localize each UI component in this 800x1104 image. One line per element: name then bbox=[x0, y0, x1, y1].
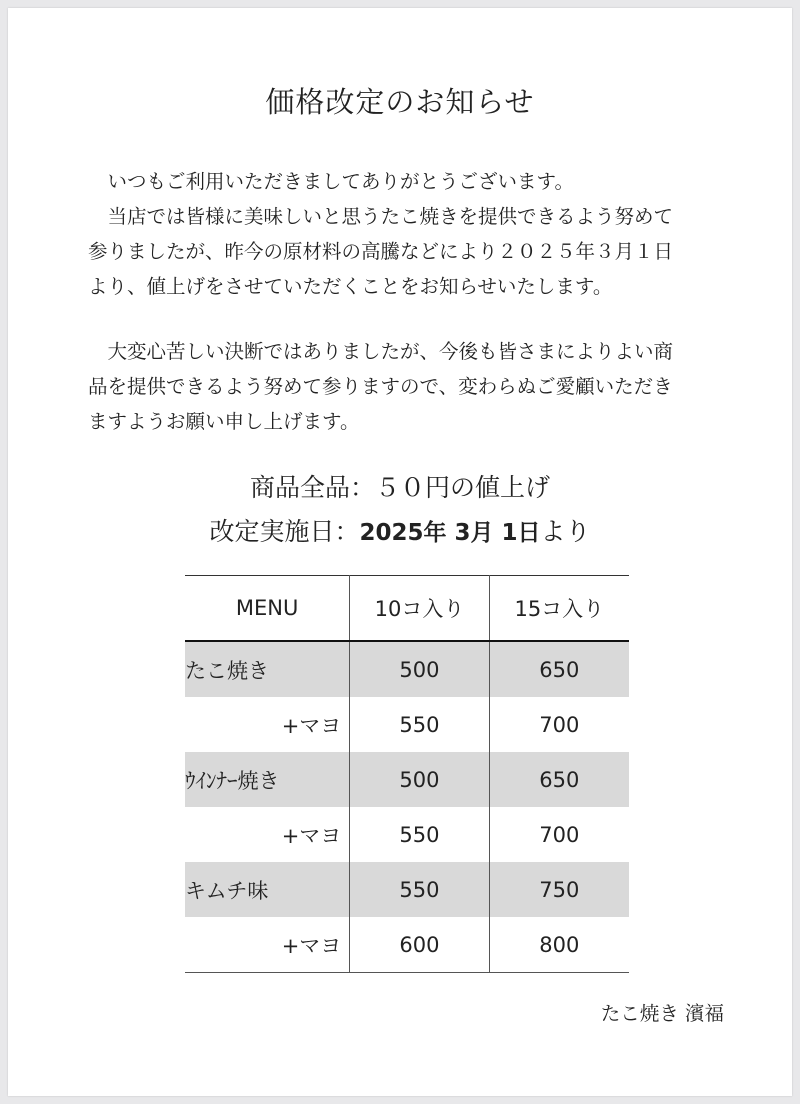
header-10-pieces: 10コ入り bbox=[350, 576, 489, 642]
header-menu: MENU bbox=[185, 576, 350, 642]
price-10: 600 bbox=[350, 917, 489, 973]
table-header-row bbox=[185, 576, 629, 642]
table-row bbox=[185, 862, 629, 917]
paragraph-line: 参りましたが、昨今の原材料の高騰などにより２０２５年３月１日 bbox=[88, 240, 674, 263]
document-page bbox=[8, 8, 792, 1096]
effective-date-value: 2025年 3月 1日 bbox=[359, 520, 541, 546]
menu-item-name: +マヨ bbox=[185, 697, 350, 752]
effective-date-suffix: より bbox=[540, 517, 591, 546]
price-15: 700 bbox=[539, 822, 580, 847]
price-15: 650 bbox=[489, 752, 629, 807]
menu-item-name: ｳｲﾝﾅｰ焼き bbox=[185, 752, 350, 807]
table-row bbox=[185, 917, 629, 973]
menu-item-name: キムチ味 bbox=[185, 862, 350, 917]
price-10: 550 bbox=[350, 862, 489, 917]
menu-item-name: +マヨ bbox=[185, 807, 350, 862]
paragraph-line: ますようお願い申し上げます。 bbox=[88, 410, 360, 433]
price-10: 550 bbox=[350, 807, 489, 862]
effective-date-label: 改定実施日： bbox=[209, 517, 360, 546]
price-10: 500 bbox=[350, 752, 489, 807]
effective-date-line bbox=[8, 512, 792, 548]
paragraph-apology bbox=[88, 334, 728, 439]
table-row bbox=[185, 752, 629, 807]
price-10: 500 bbox=[350, 641, 489, 697]
price-15: 700 bbox=[539, 712, 580, 737]
price-table bbox=[185, 575, 629, 973]
table-row bbox=[185, 641, 629, 697]
shop-signature: たこ焼き 濱福 bbox=[600, 1002, 724, 1025]
paragraph-greeting bbox=[88, 164, 728, 304]
menu-item-name: たこ焼き bbox=[185, 641, 350, 697]
header-15-pieces: 15コ入り bbox=[489, 576, 629, 642]
paragraph-line: いつもご利用いただきましてありがとうございます。 bbox=[88, 170, 574, 193]
table-row bbox=[185, 697, 629, 752]
menu-item-name: +マヨ bbox=[185, 917, 350, 973]
paragraph-line: 大変心苦しい決断ではありましたが、今後も皆さまによりよい商 bbox=[88, 340, 674, 363]
price-10: 550 bbox=[350, 697, 489, 752]
price-15: 800 bbox=[489, 917, 629, 973]
notice-title: 価格改定のお知らせ bbox=[265, 85, 535, 119]
table-row bbox=[185, 807, 629, 862]
paragraph-line: 当店では皆様に美味しいと思うたこ焼きを提供できるよう努めて bbox=[88, 205, 674, 228]
price-15: 650 bbox=[489, 641, 629, 697]
price-15: 750 bbox=[489, 862, 629, 917]
paragraph-line: より、値上げをさせていただくことをお知らせいたします。 bbox=[88, 275, 613, 298]
paragraph-line: 品を提供できるよう努めて参りますので、変わらぬご愛顧いただき bbox=[88, 375, 673, 398]
price-increase-summary: 商品全品：５０円の値上げ bbox=[249, 473, 550, 502]
